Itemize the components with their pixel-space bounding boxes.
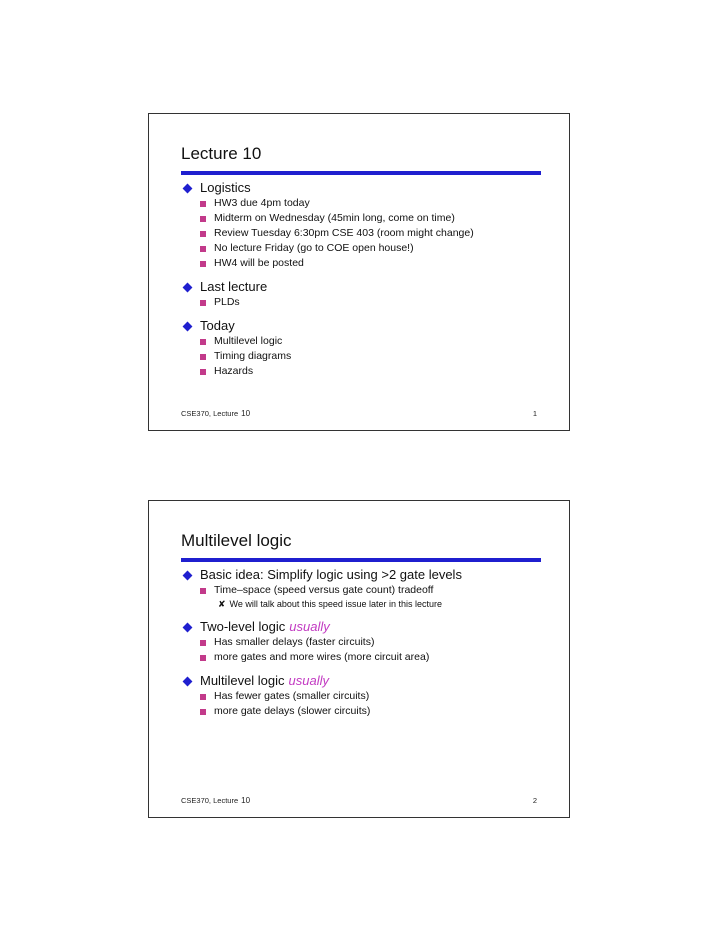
section-two-level (181, 619, 551, 665)
square-bullet-icon (200, 640, 206, 646)
list-item: Timing diagrams (181, 349, 551, 364)
list-item: more gate delays (slower circuits) (181, 704, 551, 719)
slide-footer-course: CSE370, Lecture 10 (181, 796, 251, 805)
slide-content (181, 180, 551, 387)
diamond-bullet-icon (183, 622, 193, 632)
list-item: Multilevel logic (181, 334, 551, 349)
section-heading: Last lecture (200, 279, 268, 294)
square-bullet-icon (200, 246, 206, 252)
page-number: 1 (532, 409, 537, 418)
emphasis-text: usually (288, 673, 330, 688)
section-heading: Logistics (200, 180, 251, 195)
list-item: Review Tuesday 6:30pm CSE 403 (room might change) (181, 226, 551, 241)
section-heading: Basic idea: Simplify logic using >2 gate levels (200, 567, 462, 582)
slide-2 (148, 500, 570, 818)
section-heading: Today (200, 318, 235, 333)
square-bullet-icon (200, 588, 206, 594)
diamond-bullet-icon (183, 282, 193, 292)
section-basic-idea (181, 567, 551, 611)
list-item: HW3 due 4pm today (181, 196, 551, 211)
square-bullet-icon (200, 231, 206, 237)
section-heading: Multilevel logic (200, 673, 285, 688)
slide-title: Lecture 10 (181, 144, 262, 163)
list-item: Midterm on Wednesday (45min long, come on time) (181, 211, 551, 226)
diamond-bullet-icon (183, 321, 193, 331)
lecture-number: 10 (241, 796, 251, 805)
title-rule (181, 558, 541, 562)
section-today (181, 318, 551, 379)
diamond-bullet-icon (183, 676, 193, 686)
emphasis-text: usually (289, 619, 330, 634)
slide-footer-course: CSE370, Lecture 10 (181, 409, 251, 418)
slide-1 (148, 113, 570, 431)
slide-title: Multilevel logic (181, 531, 292, 550)
square-bullet-icon (200, 261, 206, 267)
list-item: Has smaller delays (faster circuits) (181, 635, 551, 650)
square-bullet-icon (200, 300, 206, 306)
list-item: Hazards (181, 364, 551, 379)
square-bullet-icon (200, 694, 206, 700)
square-bullet-icon (200, 709, 206, 715)
list-item: HW4 will be posted (181, 256, 551, 271)
diamond-bullet-icon (183, 570, 193, 580)
square-bullet-icon (200, 201, 206, 207)
page-number: 2 (532, 796, 537, 805)
square-bullet-icon (200, 354, 206, 360)
section-heading: Two-level logic (200, 619, 286, 634)
square-bullet-icon (200, 655, 206, 661)
list-item: Has fewer gates (smaller circuits) (181, 689, 551, 704)
square-bullet-icon (200, 339, 206, 345)
lecture-number: 10 (241, 409, 251, 418)
check-bullet-icon: ✘ (218, 599, 226, 609)
list-item: PLDs (181, 295, 551, 310)
diamond-bullet-icon (183, 183, 193, 193)
square-bullet-icon (200, 216, 206, 222)
slide-content (181, 567, 551, 727)
title-rule (181, 171, 541, 175)
sub-list-item: ✘ We will talk about this speed issue later in this lecture (218, 599, 442, 609)
square-bullet-icon (200, 369, 206, 375)
list-item: No lecture Friday (go to COE open house!) (181, 241, 551, 256)
section-multilevel (181, 673, 551, 719)
list-item: more gates and more wires (more circuit area) (181, 650, 551, 665)
list-item: Time–space (speed versus gate count) tradeoff (181, 583, 551, 598)
section-logistics (181, 180, 551, 271)
section-last-lecture (181, 279, 551, 310)
